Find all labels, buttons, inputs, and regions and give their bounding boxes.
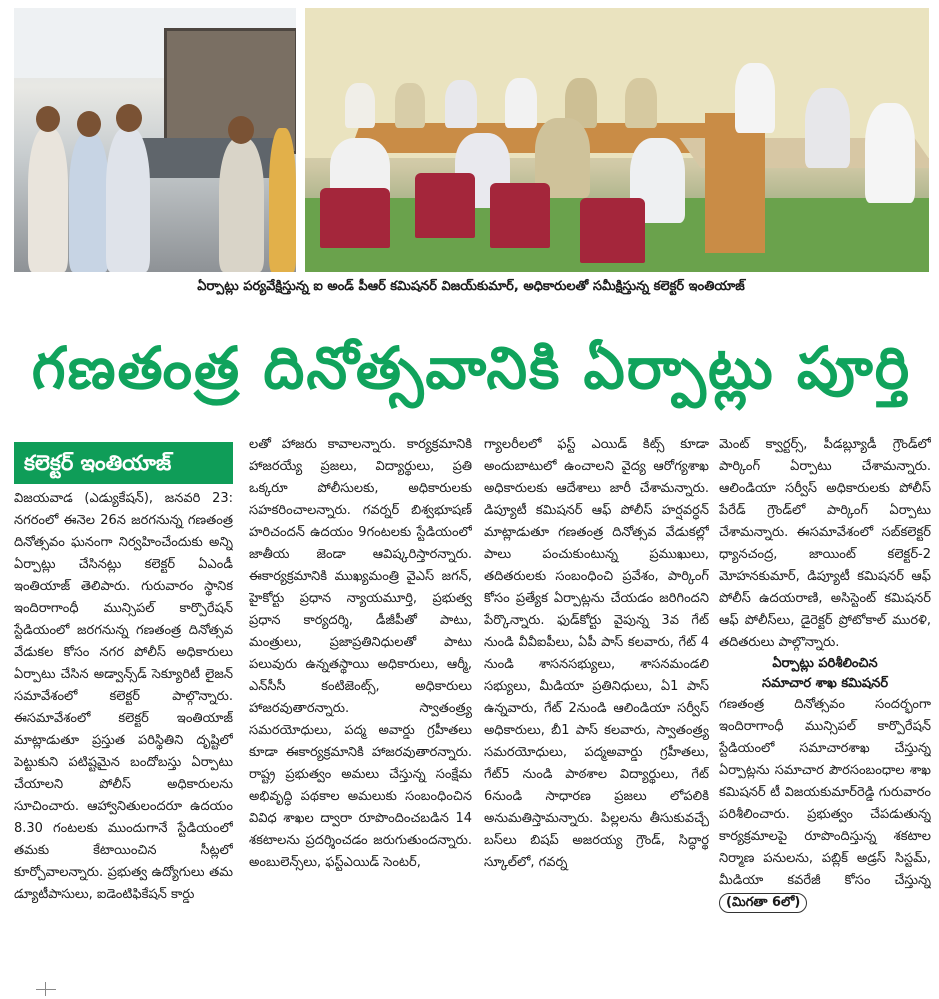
- photo-chair: [490, 183, 550, 248]
- photo-person: [28, 128, 68, 272]
- registration-mark: [36, 982, 56, 996]
- column-text-part: గణతంత్ర దినోత్సవం సందర్భంగా ఇందిరాగాంధీ మున్సిపల్ కార్పొరేషన్ స్టేడియంలో సమాచారశాఖ చేస్తున్న ఏర్పాట్లను సమాచార పౌరసంబంధాల శాఖ కమిషనర్ టీ విజయకుమార్‌రెడ్డి గురువారం పరిశీలించారు. ప్రభుత్వం చేపడుతున్న కార్యక్రమాలపై రూపొందిస్తున్న శకటాల నిర్మాణ పనులను, పబ్లిక్ అడ్రస్ సిస్టమ్, మీడియా కవరేజీ కోసం చేస్తున్న: [719, 697, 931, 888]
- photo-person: [505, 78, 537, 128]
- photo-caption: ఏర్పాట్లు పర్యవేక్షిస్తున్న ఐ అండ్ పీఆర్ కమిషనర్ విజయ్‌కుమార్, అధికారులతో సమీక్షిస్తున్న కలెక్టర్ ఇంతియాజ్: [197, 279, 745, 294]
- photo-person-head: [36, 106, 60, 132]
- article-column-2: [249, 434, 472, 989]
- article-column-4: [719, 434, 931, 989]
- photo-chair: [580, 198, 645, 263]
- photo-person: [445, 80, 477, 128]
- headline: గణతంత్ర దినోత్సవానికి ఏర్పాట్లు పూర్తి: [31, 334, 912, 402]
- column-text: [719, 694, 931, 914]
- byline-box: కలెక్టర్ ఇంతియాజ్: [14, 442, 233, 484]
- photo-person: [269, 128, 296, 272]
- column-text: లతో హాజరు కావాలన్నారు. కార్యక్రమానికి హాజరయ్యే ప్రజలు, విద్యార్థులు, ప్రతి ఒక్కరూ పోలీసులకు, అధికారులకు సహకరించాలన్నారు. గవర్నర్ బిశ్వభూషణ్ హరిచందన్ ఉదయం 9గంటలకు స్టేడియంలో జాతీయ జెండా ఆవిష్కరిస్తారన్నారు. ఈకార్యక్రమానికి ముఖ్యమంత్రి వైఎస్ జగన్, హైకోర్టు ప్రధాన న్యాయమూర్తి, ప్రభుత్వ ప్రధాన కార్యదర్శి, డీజీపీతో పాటు, మంత్రులు, ప్రజాప్రతినిధులతో పాటు పలువురు ఉన్నతస్థాయి అధికారులు, ఆర్మీ, ఎన్‌సీసీ కంటిజెంట్స్, అధికారులు హాజరవుతారన్నారు. స్వాతంత్ర్య సమరయోధులు, పద్మ అవార్డు గ్రహీతలు కూడా ఈకార్యక్రమానికి హాజరవుతారన్నారు. రాష్ట్ర ప్రభుత్వం అమలు చేస్తున్న సంక్షేమ అభివృద్ధి పథకాల అమలుకు సంబంధించిన వివిధ శాఖల ద్వారా రూపొందించబడిన 14 శకటాలను ప్రదర్శించడం జరుగుతుందన్నారు. అంబులెన్స్‌లు, ఫస్ట్‌ఎయిడ్ సెంటర్,: [249, 437, 472, 870]
- photo-person: [106, 128, 150, 272]
- photo-person: [625, 78, 657, 128]
- column-text: గ్యాలరీలలో ఫస్ట్ ఎయిడ్ కిట్స్ కూడా అందుబాటులో ఉంచాలని వైద్య ఆరోగ్యశాఖ అధికారులకు ఆదేశాలు జారీ చేశామన్నారు. డిప్యూటీ కమిషనర్ ఆఫ్ పోలీస్ హర్షవర్ధన్ మాట్లాడుతూ గణతంత్ర దినోత్సవ వేడుకల్లో పాలు పంచుకుంటున్న ప్రముఖులు, తదితరులకు సంబంధించి ప్రవేశం, పార్కింగ్ కోసం ప్రత్యేక ఏర్పాట్లను చేయడం జరిగిందని పేర్కొన్నారు. ఫుడ్‌కోర్టు వైపున్న 3వ గేట్ నుండి వీవీఐపీలు, ఏపీ పాస్ కలవారు, గేట్ 4 నుండి శాసనసభ్యులు, శాసనమండలి సభ్యులు, మీడియా ప్రతినిధులు, ఏ1 పాస్ ఉన్నవారు, గేట్ 2నుండి ఆలిండియా సర్వీస్ అధికారులు, బీ1 పాస్ కలవారు, స్వాతంత్ర్య సమరయోధులు, పద్మఅవార్డు గ్రహీతలు, గేట్5 నుండి పాఠశాల విద్యార్థులు, గేట్ 6నుండి సాధారణ ప్రజలు లోపలికి అనుమతిస్తామన్నారు. పిల్లలను తీసుకువచ్చే బస్‌లు బిషప్ అజరయ్య గ్రౌండ్, సిద్ధార్థ స్కూల్‌లో, గవర్న: [484, 437, 709, 870]
- subheading: ఏర్పాట్లు పరిశీలించిన: [772, 656, 878, 671]
- photo-person: [219, 138, 264, 272]
- photo-chair: [320, 188, 390, 248]
- photo-person: [805, 88, 850, 168]
- photo-person: [395, 83, 425, 128]
- photo-person: [69, 133, 109, 272]
- photo-inspection: [14, 8, 296, 272]
- photo-meeting: [305, 8, 929, 272]
- column-text: విజయవాడ (ఎడ్యుకేషన్), జనవరి 23: నగరంలో ఈనెల 26న జరగనున్న గణతంత్ర దినోత్సవం ఘనంగా నిర్వహించేందుకు అన్ని ఏర్పాట్లు చేసినట్లు కలెక్టర్ ఏఎండీ ఇంతియాజ్ తెలిపారు. గురువారం స్థానిక ఇందిరాగాంధీ మున్సిపల్ కార్పొరేషన్ స్టేడియంలో జరగనున్న గణతంత్ర దినోత్సవ వేడుకల కోసం నగర పోలీస్ అధికారులు ఏర్పాటు చేసిన అడ్వాన్స్‌డ్ సెక్యూరిటీ లైజన్ సమావేశంలో కలెక్టర్ పాల్గొన్నారు. ఈసమావేశంలో కలెక్టర్ ఇంతియాజ్ మాట్లాడుతూ ప్రస్తుత పరిస్థితిని దృష్టిలో పెట్టుకుని పటిష్టమైన బందోబస్తు ఏర్పాటు చేయాలని పోలీస్ అధికారులను సూచించారు. ఆహ్వానితులందరూ ఉదయం 8.30 గంటలకు ముందుగానే స్టేడియంలో తమకు కేటాయించిన సీట్లలో కూర్చోవాలన్నారు. ప్రభుత్వ ఉద్యోగులు తమ డ్యూటీపాసులు, ఐడెంటిఫికేషన్ కార్డు: [14, 491, 233, 902]
- photo-table: [705, 113, 765, 253]
- column-text: మెంట్ క్వార్టర్స్, పీడబ్ల్యూడీ గ్రౌండ్‌లో పార్కింగ్ ఏర్పాటు చేశామన్నారు. ఆలిండియా సర్వీస్ అధికారులకు పోలీస్ పేరేడ్ గ్రౌండ్‌లో పార్కింగ్ ఏర్పాటు చేశామన్నారు. ఈసమావేశంలో సబ్‌కలెక్టర్ ధ్యానచంద్ర, జాయింట్ కలెక్టర్-2 మోహనకుమార్, డిప్యూటీ కమిషనర్ ఆఫ్ పోలీస్ ఉదయరాణి, అసిస్టెంట్ కమిషనర్ ఆఫ్ పోలీస్‌లు, డైరెక్టర్ ప్రోటోకాల్ మురళి, తదితరులు పాల్గొన్నారు.: [719, 437, 931, 650]
- article-column-1: [14, 488, 233, 988]
- photo-person: [735, 63, 775, 133]
- photo-chair: [415, 173, 475, 238]
- photo-person-head: [77, 111, 101, 137]
- photo-person-head: [228, 116, 254, 144]
- photo-person-head: [116, 104, 142, 132]
- photo-person: [865, 103, 915, 203]
- article-column-3: [484, 434, 709, 989]
- subheading: సమాచార శాఖ కమిషనర్: [761, 676, 889, 691]
- photo-person: [345, 83, 375, 128]
- continued-marker: (మిగతా 6లో): [719, 893, 807, 913]
